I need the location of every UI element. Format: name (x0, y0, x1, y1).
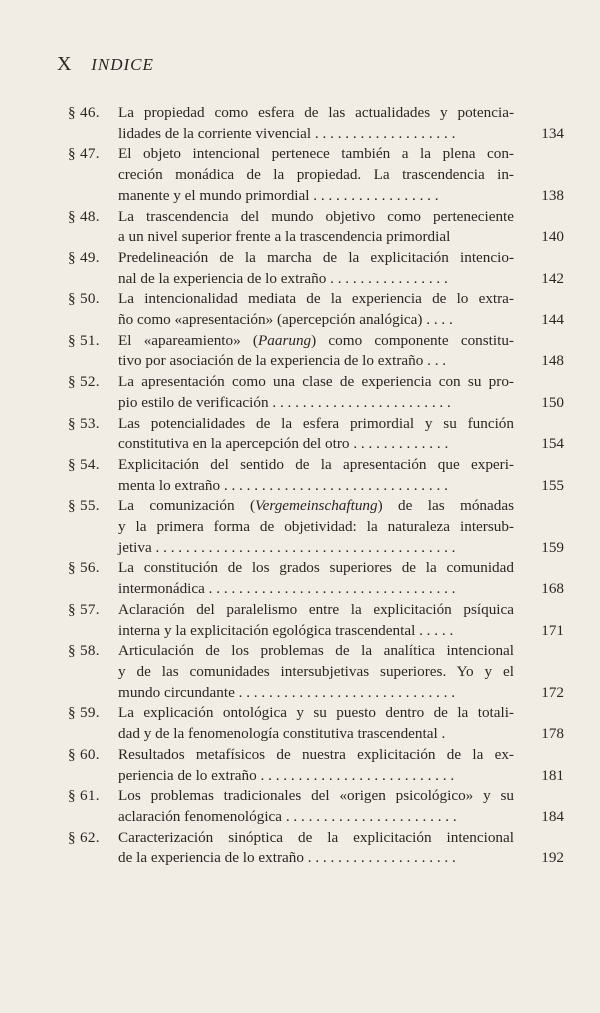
section-title (118, 600, 514, 641)
section-title-line: La intencionalidad mediata de la experiencia de lo extra- (118, 290, 514, 308)
page-number: 155 (541, 476, 564, 494)
section-number: § 50. (68, 290, 100, 308)
section-number: § 48. (68, 207, 100, 225)
section-title-line: pio estilo de verificación . . . . . . . . . . . . . . . . . . . . . . . . (118, 393, 451, 411)
toc-entry (68, 703, 588, 744)
section-title-line: La apresentación como una clase de experiencia con su pro- (118, 373, 514, 391)
page-number: 184 (541, 807, 564, 825)
section-title-line: de la experiencia de lo extraño . . . . . . . . . . . . . . . . . . . . (118, 849, 456, 867)
toc-entry (68, 248, 588, 289)
section-title (118, 641, 514, 703)
toc-entry (68, 414, 588, 455)
section-title-line: interna y la explicitación egológica trascendental . . . . . (118, 621, 454, 639)
toc-entry (68, 600, 588, 641)
section-title-line: manente y el mundo primordial . . . . . . . . . . . . . . . . . (118, 186, 439, 204)
section-number: § 51. (68, 331, 100, 349)
section-title (118, 372, 514, 413)
section-title (118, 103, 514, 144)
section-number: § 62. (68, 828, 100, 846)
section-title-line: Las potencialidades de la esfera primordial y su función (118, 414, 514, 432)
section-number: § 57. (68, 600, 100, 618)
page-number: 134 (541, 124, 564, 142)
section-title (118, 207, 514, 248)
section-title (118, 455, 514, 496)
section-title (118, 414, 514, 455)
section-title-line: dad y de la fenomenología constitutiva trascendental . (118, 725, 446, 743)
toc-entry (68, 331, 588, 372)
section-title-line: El objeto intencional pertenece también a la plena con- (118, 145, 514, 163)
section-title-line: tivo por asociación de la experiencia de lo extraño . . . (118, 352, 447, 370)
section-title-line: Articulación de los problemas de la analítica intencional (118, 642, 514, 660)
section-title-line: Resultados metafísicos de nuestra explicitación de la ex- (118, 745, 514, 763)
toc-entry (68, 786, 588, 827)
section-title-line: jetiva . . . . . . . . . . . . . . . . . . . . . . . . . . . . . . . . . . . . . . . . (118, 538, 456, 556)
toc-entry (68, 641, 588, 703)
section-number: § 59. (68, 704, 100, 722)
page-number: 142 (541, 269, 564, 287)
section-number: § 47. (68, 145, 100, 163)
section-title-line: mundo circundante . . . . . . . . . . . . . . . . . . . . . . . . . . . . . (118, 683, 456, 701)
page-number: 140 (541, 228, 564, 246)
section-title-line: y la primera forma de objetividad: la naturaleza intersub- (118, 518, 514, 536)
section-number: § 58. (68, 642, 100, 660)
section-title-line: Explicitación del sentido de la apresentación que experi- (118, 455, 514, 473)
table-of-contents (68, 103, 588, 869)
section-title-line: Aclaración del paralelismo entre la explicitación psíquica (118, 600, 514, 618)
section-title (118, 703, 514, 744)
section-title (118, 745, 514, 786)
section-number: § 52. (68, 373, 100, 391)
toc-entry (68, 372, 588, 413)
section-title-line: La propiedad como esfera de las actualidades y potencia- (118, 104, 514, 121)
section-title (118, 248, 514, 289)
page-number: 171 (541, 621, 564, 639)
section-title-line: Caracterización sinóptica de la explicitación intencional (118, 828, 514, 846)
page-number: 148 (541, 352, 564, 370)
section-title-line: y de las comunidades intersubjetivas superiores. Yo y el (118, 662, 514, 680)
page-number: 172 (541, 683, 564, 701)
section-title-line: La trascendencia del mundo objetivo como perteneciente (118, 207, 514, 225)
page-number: 192 (541, 849, 564, 867)
section-title-line: intermonádica . . . . . . . . . . . . . . . . . . . . . . . . . . . . . . . . . (118, 580, 456, 598)
section-title-line: constitutiva en la apercepción del otro . . . . . . . . . . . . . (118, 435, 449, 453)
section-title-line: creción monádica de la propiedad. La trascendencia in- (118, 166, 514, 184)
section-number: § 53. (68, 414, 100, 432)
section-title (118, 786, 514, 827)
section-title-line: La explicación ontológica y su puesto dentro de la totali- (118, 704, 514, 722)
section-number: § 56. (68, 559, 100, 577)
section-title-line: El «apareamiento» (Paarung) como componente constitu- (118, 331, 514, 349)
page-number: 144 (541, 311, 564, 329)
section-title-line: La constitución de los grados superiores de la comunidad (118, 559, 514, 577)
section-title-line: Los problemas tradicionales del «origen psicológico» y su (118, 787, 514, 805)
section-number: § 55. (68, 497, 100, 515)
section-title-line: nal de la experiencia de lo extraño . . . . . . . . . . . . . . . . (118, 269, 448, 287)
section-title-line: lidades de la corriente vivencial . . . . . . . . . . . . . . . . . . . (118, 124, 456, 142)
page-number: 154 (541, 435, 564, 453)
section-number: § 61. (68, 787, 100, 805)
toc-entry (68, 558, 588, 599)
toc-entry (68, 455, 588, 496)
section-title-line: periencia de lo extraño . . . . . . . . . . . . . . . . . . . . . . . . . . (118, 766, 455, 784)
page-title: INDICE (91, 55, 154, 74)
toc-entry (68, 828, 588, 869)
section-title (118, 558, 514, 599)
section-number: § 46. (68, 104, 100, 121)
page-header (57, 53, 154, 76)
page-number: 168 (541, 580, 564, 598)
section-title (118, 828, 514, 869)
section-title (118, 331, 514, 372)
section-number: § 60. (68, 745, 100, 763)
page-number: 181 (541, 766, 564, 784)
section-title-line: a un nivel superior frente a la trascendencia primordial (118, 228, 451, 246)
toc-entry (68, 496, 588, 558)
section-title-line: Predelineación de la marcha de la explicitación intencio- (118, 248, 514, 266)
section-title-line: aclaración fenomenológica . . . . . . . . . . . . . . . . . . . . . . . (118, 807, 457, 825)
section-title (118, 289, 514, 330)
toc-entry (68, 745, 588, 786)
section-title (118, 144, 514, 206)
section-number: § 49. (68, 248, 100, 266)
section-title-line: La comunización (Vergemeinschaftung) de las mónadas (118, 497, 514, 515)
section-number: § 54. (68, 455, 100, 473)
section-title-line: menta lo extraño . . . . . . . . . . . . . . . . . . . . . . . . . . . . . . (118, 476, 448, 494)
toc-entry (68, 144, 588, 206)
section-title-line: ño como «apresentación» (apercepción analógica) . . . . (118, 311, 453, 329)
toc-entry (68, 207, 588, 248)
section-title (118, 496, 514, 558)
page-roman-number: X (57, 53, 72, 75)
toc-entry (68, 289, 588, 330)
page-number: 150 (541, 393, 564, 411)
page-number: 178 (541, 725, 564, 743)
page-number: 138 (541, 186, 564, 204)
page-number: 159 (541, 538, 564, 556)
toc-entry (68, 103, 588, 144)
